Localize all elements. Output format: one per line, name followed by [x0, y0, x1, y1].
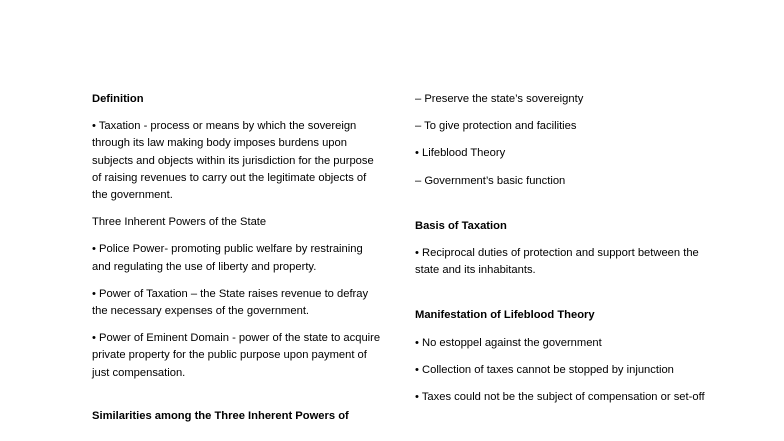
lifeblood-item: • Collection of taxes cannot be stopped by injunction: [415, 363, 674, 376]
definition-text: • Taxation - process or means by which the sovereign through its law making body imposes burdens upon subjects and objects within its jurisdiction for the purpose of raising revenues to carry out the legitimate objects of the government.: [92, 120, 374, 202]
definition-heading: Definition: [92, 93, 144, 105]
left-column: [92, 91, 382, 425]
purpose-item: – Government’s basic function: [415, 174, 566, 187]
basis-text: • Reciprocal duties of protection and support between the state and its inhabitants.: [415, 247, 699, 277]
purpose-item: • Lifeblood Theory: [415, 147, 506, 160]
basis-heading: Basis of Taxation: [415, 219, 507, 232]
power-eminent-domain: • Power of Eminent Domain - power of the state to acquire private property for the public purpose upon payment of just compensation.: [92, 332, 381, 379]
powers-heading: Three Inherent Powers of the State: [92, 216, 267, 229]
purpose-item: – To give protection and facilities: [415, 120, 577, 133]
power-taxation: • Power of Taxation – the State raises revenue to defray the necessary expenses of the government.: [92, 287, 369, 318]
power-police: • Police Power- promoting public welfare by restraining and regulating the use of liberty and property.: [92, 243, 363, 273]
similarities-heading: Similarities among the Three Inherent Powers of: [92, 409, 349, 422]
lifeblood-item: • No estoppel against the government: [415, 336, 602, 349]
right-column: [415, 91, 715, 416]
lifeblood-item: • Taxes could not be the subject of compensation or set-off: [415, 391, 705, 404]
lifeblood-heading: Manifestation of Lifeblood Theory: [415, 309, 595, 322]
purpose-item: – Preserve the state’s sovereignty: [415, 93, 584, 105]
